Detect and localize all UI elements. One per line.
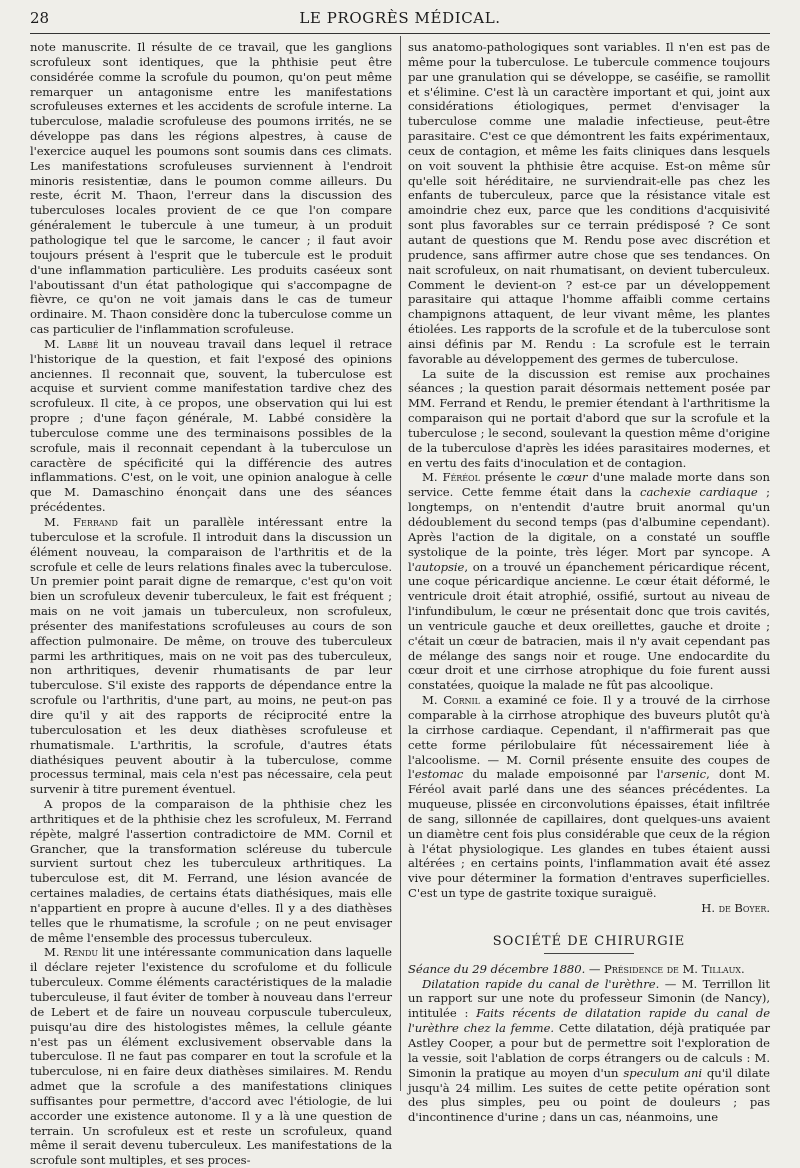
paragraph-phthisie: A propos de la comparaison de la phthisie chez les arthritiques et de la phthisie chez les scrofuleux, M. Ferrand répète, malgré l'assertion contradictoire de MM. Cornil et Grancher, que la transformation scléreuse du tubercule survient surtout chez les tuberculeux arthritiques. La tuberculose est, dit M. Ferrand, une lésion avancée de certaines maladies, de certains états diathésiques, mais elle n'appartient en propre à aucune d'elles. Il y a des diathèses telles que le rhumatisme, la scrofule ; on ne peut envisager de même l'ensemble des processus tuberculeux. xyxy=(30,797,392,945)
text-run: du malade empoisonné par l' xyxy=(463,767,664,782)
author-signature: H. de Boyer. xyxy=(701,900,770,915)
meeting-presidency: — Présidence de M. Tillaux. xyxy=(585,961,745,976)
paragraph-suite: La suite de la discussion est remise aux prochaines séances ; la question parait désormais nettement posée par MM. Ferrand et Rendu, le premier étendant à l'arthritisme la comparaison qui ne portait d'abord que sur la scrofule et la tuberculose ; le second, soulevant la question même d'origine de la tuberculose d'après les idées parasitaires modernes, et en vertu des faits d'inoculation et de contagion. xyxy=(408,366,770,470)
italic-run: Dilatation rapide du canal de l'urèthre. xyxy=(422,976,660,991)
meeting-date: Séance du 29 décembre 1880. xyxy=(408,961,586,976)
paragraph-text: lit un nouveau travail dans lequel il retrace l'historique de la question, et fait l'exposé des opinions anciennes. Il reconnait que, souvent, la tuberculose est acquise et survient comme manifestation tardive chez des scrofuleux. Il cite, à ce propos, une observation qui lui est propre ; d'une façon générale, M. Labbé considère la tuberculose comme une des terminaisons possibles de la scrofule, mais il reconnait cependant à la tuberculose un caractère de spécificité qui la différencie des autres inflammations. C'est, on le voit, une opinion analogue à celle que M. Damaschino énonçait dans une des séances précédentes. xyxy=(30,336,393,515)
speaker-name: M. Ferrand xyxy=(44,515,118,529)
meeting-line xyxy=(408,962,770,977)
left-column xyxy=(30,40,393,1168)
text-run: présente le xyxy=(479,470,557,485)
column-divider xyxy=(400,36,401,1091)
section-rule xyxy=(544,953,634,954)
paragraph-text: fait un parallèle intéressant entre la tuberculose et la scrofule. Il introduit dans la discussion un élément nouveau, la comparaison de l'arthritis et de la scrofule et celle de leurs relations finales avec la tuberculose. Un premier point parait digne de remarque, c'est qu'on voit bien un scrofuleux devenir tuberculeux, le fait est fréquent ; mais on ne voit jamais un tuberculeux, non scrofuleux, présenter des manifestations scrofuleuses au cours de son affection pulmonaire. De même, on trouve des tuberculeux parmi les arthritiques, mais on ne voit pas des tuberculeux, non arthritiques, devenir rhumatisants de par leur tuberculose. S'il existe des rapports de dépendance entre la scrofule ou l'arthritis, d'une part, au moins, ne peut-on pas dire qu'il y ait des rapports de réciprocité entre la tuberculosation et les deux diathèses scrofuleuse et rhumatismale. L'arthritis, la scrofule, d'autres états diathésiques peuvent aboutir à la tuberculose, comme processus terminal, mais cela n'est pas nécessaire, cela peut survenir à titre purement éventuel. xyxy=(30,515,392,797)
text-run: , on a trouvé un épanchement péricardique récent, une coque péricardique ancienne. Le cœur était déformé, le ventricule droit était atrophié, ossifié, surtout au niveau de l'infundibulum, le cœur ne présentait donc que trois cavités, un ventricule gauche et deux oreillettes, gauche et droite ; c'était un cœur de batracien, mais il n'y avait cependant pas de mélange des sangs noir et rouge. Une endocardite du cœur droit et une cirrhose atrophique du foie furent aussi constatées, quoique la malade ne fût pas alcoolique. xyxy=(408,559,770,693)
paragraph-fereol xyxy=(408,470,770,693)
text-run: ; longtemps, on n'entendit d'autre bruit anormal qu'un dédoublement du second temps (pas d'albumine cependant). Après l'action de la digitale, on a constaté un souffle systolique de la pointe, très léger. Mort par syncope. A l' xyxy=(408,485,770,574)
italic-run: autopsie xyxy=(414,559,465,574)
italic-run: cœur xyxy=(556,470,588,485)
page-header xyxy=(30,9,770,31)
right-column xyxy=(408,40,771,1125)
paragraph-dilatation xyxy=(408,977,770,1125)
text-run: a examiné ce foie. Il y a trouvé de la cirrhose comparable à la cirrhose atrophique des buveurs plutôt qu'à la cirrhose cardiaque. Cependant, il n'affirmerait pas que cette forme périlobulaire fût nécessairement liée à l'alcoolisme. — M. Cornil présente ensuite des coupes de l' xyxy=(408,693,771,782)
italic-run: speculum ani xyxy=(623,1065,703,1080)
speaker-name: M. Labbé xyxy=(44,336,99,351)
italic-run: estomac xyxy=(414,767,464,782)
speaker-name: M. Féréol xyxy=(422,470,480,485)
speaker-name: M. Rendu xyxy=(44,945,99,960)
paragraph-thaon: note manuscrite. Il résulte de ce travail, que les ganglions scrofuleux sont identiques, que la phthisie peut être considérée comme la scrofule du poumon, qu'on peut même remarquer un antagonisme entre les manifestations scrofuleuses externes et les accidents de scrofule interne. La tuberculose, maladie scrofuleuse des poumons irrités, ne se développe pas dans les régions alpestres, à cause de l'exercice auquel les poumons sont soumis dans ces climats. Les manifestations scrofuleuses surviennent à l'endroit minoris resistentiæ, dans le poumon comme ailleurs. Du reste, écrit M. Thaon, l'erreur dans la discussion des tuberculoses locales provient de ce que l'on compare généralement le tubercule à une tumeur, à un produit pathologique tel que le sarcome, le cancer ; il faut avoir toujours présent à l'esprit que le tubercule est le produit d'une inflammation particulière. Les produits caséeux sont l'aboutissant d'un état pathologique qui s'accompagne de fièvre, ce qu'on ne voit jamais dans le cas de tumeur ordinaire. M. Thaon considère donc la tuberculose comme un cas particulier de l'inflammation scrofuleuse. xyxy=(30,40,392,337)
text-run: Cette dilatation, déjà pratiquée par Astley Cooper, a pour but de permettre soit l'exploration de la vessie, soit l'ablation de corps étrangers ou de calculs : M. Simonin la pratique au moyen d'un xyxy=(408,1021,771,1080)
paragraph-text: lit une intéressante communication dans laquelle il déclare rejeter l'existence du scrofulome et du follicule tuberculeux. Comme éléments caractéristiques de la maladie tuberculeuse, il faut éviter de tomber à nouveau dans l'erreur de Lebert et de faire un nouveau corpuscule tuberculeux, puisqu'au dire des histologistes mêmes, la cellule géante n'est pas un élément exclusivement observable dans la tuberculose. Il ne faut pas comparer en tout la scrofule et la tuberculose, ni en faire deux diathèses similaires. M. Rendu admet que la scrofule a des manifestations cliniques suffisantes pour permettre, d'accord avec l'étiologie, de lui accorder une existence autonome. Il y a là une question de terrain. Un scrofuleux est et reste un scrofuleux, quand même il serait devenu tuberculeux. Les manifestations de la scrofule sont multiples, et ses proces- xyxy=(30,945,392,1168)
text-run: qu'il dilate jusqu'à 24 millim. Les suites de cette petite opération sont des plus simples, peu ou point de douleurs ; pas d'incontinence d'urine ; dans un cas, néanmoins, une xyxy=(408,1065,770,1125)
paragraph-ferrand xyxy=(30,515,392,797)
italic-run: Faits récents de dilatation rapide du canal de l'urèthre chez la femme. xyxy=(408,1006,771,1036)
paragraph-continuation: sus anatomo-pathologiques sont variables. Il n'en est pas de même pour la tuberculose. Le tubercule commence toujours par une granulation qui se développe, se caséifie, se ramollit et s'élimine. C'est là un caractère important et qui, joint aux considérations étiologiques, permet d'envisager la tuberculose comme une maladie infectieuse, peut-être parasitaire. C'est ce que démontrent les faits expérimentaux, ceux de contagion, et même les faits cliniques dans lesquels on voit souvent la phthisie être acquise. Est-on même sûr qu'elle soit héréditaire, ne surviendrait-elle pas chez les enfants de tuberculeux, parce que la résistance vitale est amoindrie chez eux, parce que les conditions d'acquisivité sont plus favorables sur ce terrain prédisposé ? Ce sont autant de questions que M. Rendu pose avec discrétion et prudence, sans affirmer autre chose que ses tendances. On nait scrofuleux, on nait rhumatisant, on devient tuberculeux. Comment le devient-on ? est-ce par un développement parasitaire qui attaque l'homme affaibli comme certains champignons attaquent, de leur vivant même, les plantes étiolées. Les rapports de la scrofule et de la tuberculose sont ainsi définis par M. Rendu : La scrofule est le terrain favorable au développement des germes de tuberculose. xyxy=(408,40,770,366)
page-number: 28 xyxy=(30,9,50,27)
running-title: LE PROGRÈS MÉDICAL. xyxy=(299,9,501,27)
text-run: — M. Terrillon lit un rapport sur une note du professeur Simonin (de Nancy), intitulée : xyxy=(408,976,770,1021)
paragraph-rendu xyxy=(30,945,392,1168)
speaker-name: M. Cornil xyxy=(422,693,480,708)
text-run: , dont M. Féréol avait parlé dans une des séances précédentes. La muqueuse, plissée en circonvolutions épaisses, était infiltrée de sang, sillonnée de capillaires, dont quelques-uns avaient un diamètre cent fois plus considérable que ceux de la région à l'état physiologique. Les glandes en tubes étaient aussi altérées ; en certains points, l'inflammation avait été assez vive pour déterminer la formation d'entraves superficielles. C'est un type de gastrite toxique suraiguë. xyxy=(408,767,770,901)
text-run: d'une malade morte dans son service. Cette femme était dans la xyxy=(408,470,770,500)
paragraph-labbe xyxy=(30,337,392,515)
section-heading: SOCIÉTÉ DE CHIRURGIE xyxy=(492,933,686,949)
italic-run: cachexie cardiaque xyxy=(640,485,758,500)
header-rule xyxy=(30,33,770,34)
italic-run: arsenic xyxy=(663,767,707,782)
paragraph-cornil xyxy=(408,693,770,916)
